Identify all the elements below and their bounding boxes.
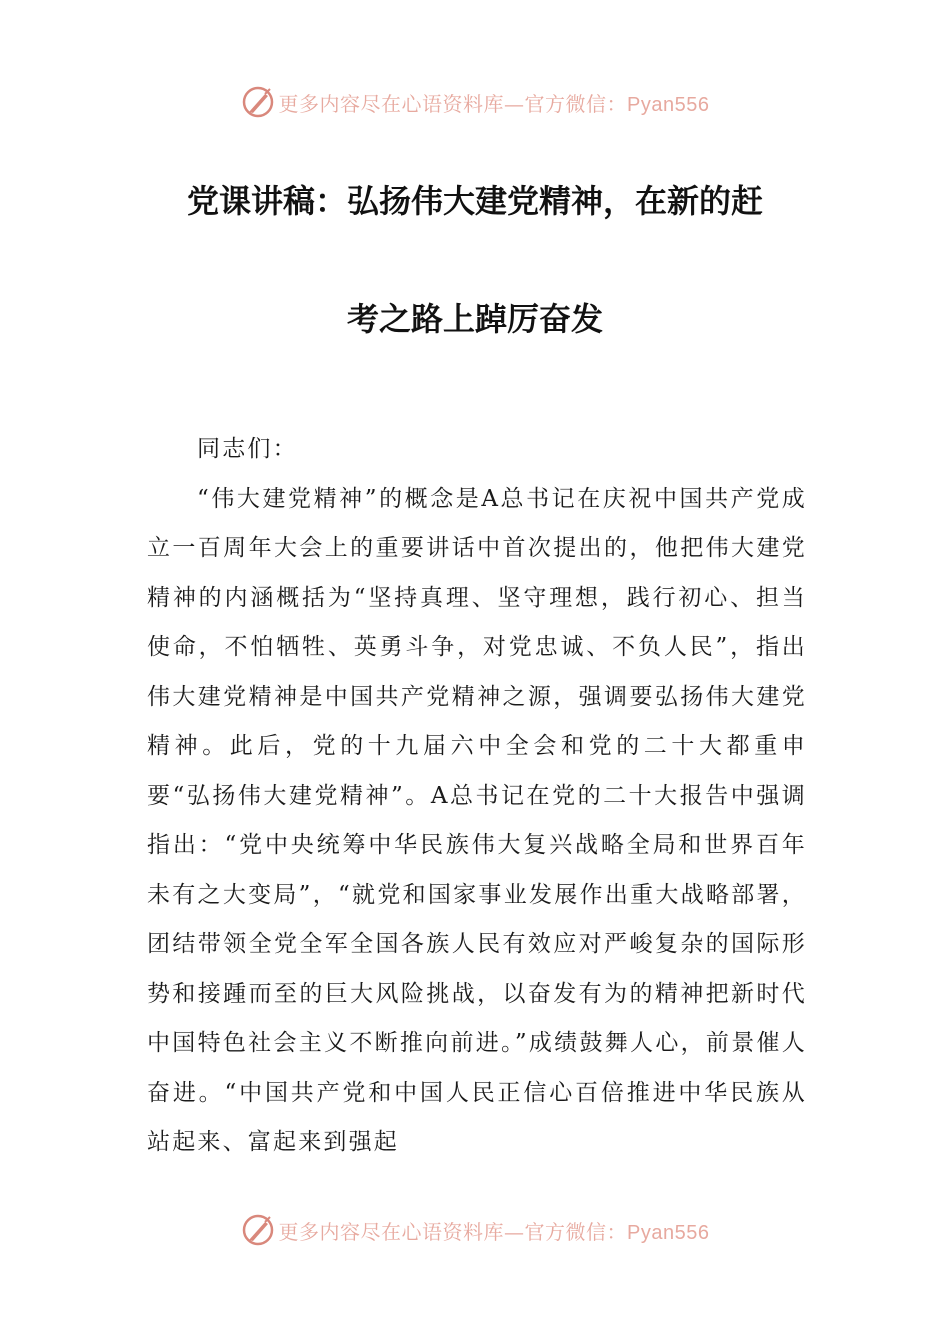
quill-logo-icon (241, 1213, 275, 1247)
watermark-text (279, 88, 710, 117)
watermark-wechat: 官方微信：Pyan556 (524, 93, 710, 116)
paragraph: “伟大建党精神”的概念是A总书记在庆祝中国共产党成立一百周年大会上的重要讲话中首次提出的，他把伟大建党精神的内涵概括为“坚持真理、坚守理想，践行初心、担当使命，不怕牺牲、英勇斗争，对党忠诚、不负人民”，指出伟大建党精神是中国共产党精神之源，强调要弘扬伟大建党精神。此后，党的十九届六中全会和党的二十大都重申要“弘扬伟大建党精神”。A总书记在党的二十大报告中强调指出：“党中央统筹中华民族伟大复兴战略全局和世界百年未有之大变局”，“就党和国家事业发展作出重大战略部署，团结带领全党全军全国各族人民有效应对严峻复杂的国际形势和接踵而至的巨大风险挑战，以奋发有为的精神把新时代中国特色社会主义不断推向前进。”成绩鼓舞人心，前景催人奋进。“中国共产党和中国人民正信心百倍推进中华民族从站起来、富起来到强起 (147, 485, 807, 1155)
watermark-separator: — (504, 91, 525, 116)
watermark-banner-bottom (0, 1210, 950, 1250)
watermark-banner-top (0, 82, 950, 122)
greeting: 同志们： (197, 436, 298, 462)
document-body (147, 425, 807, 1168)
watermark-wechat: 官方微信：Pyan556 (524, 1221, 710, 1244)
watermark-text (279, 1216, 710, 1245)
watermark-separator: — (504, 1219, 525, 1244)
watermark-site: 更多内容尽在心语资料库 (278, 1219, 505, 1244)
document-title-line-1: 党课讲稿：弘扬伟大建党精神，在新的赶 (186, 182, 763, 220)
quill-logo-icon (241, 85, 275, 119)
document-title-line-2: 考之路上踔厉奋发 (346, 300, 603, 338)
watermark-site: 更多内容尽在心语资料库 (278, 91, 505, 116)
